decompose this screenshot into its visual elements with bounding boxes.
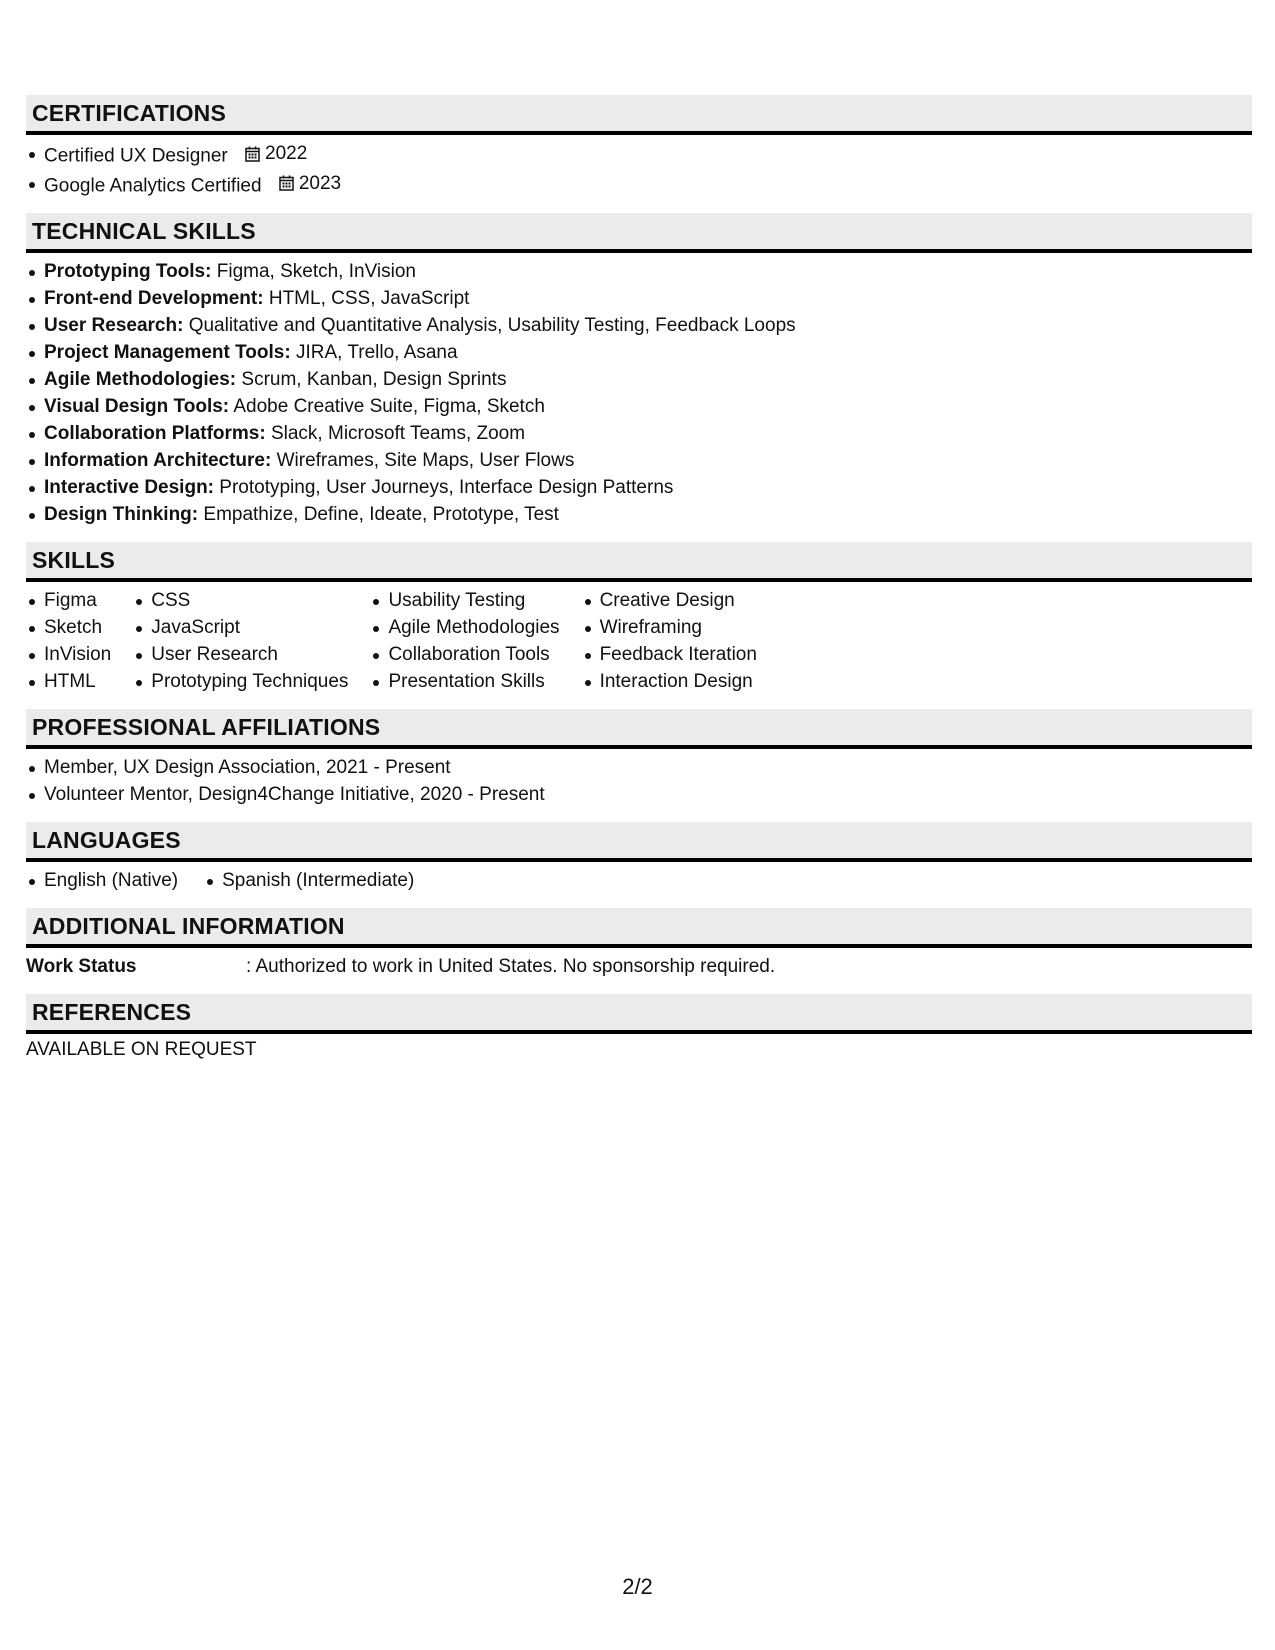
skill-values: Figma, Sketch, InVision — [216, 261, 416, 282]
section-title: TECHNICAL SKILLS — [26, 213, 1252, 253]
skill-values: Prototyping, User Journeys, Interface Design Patterns — [219, 477, 674, 498]
list-item: InVision — [26, 641, 111, 668]
skill-category: Prototyping Tools: — [44, 261, 212, 282]
list-item: CSS — [133, 587, 348, 614]
list-item — [26, 140, 1252, 170]
list-item: Prototyping Techniques — [133, 668, 348, 695]
skill-category: Design Thinking: — [44, 504, 199, 525]
section-title: CERTIFICATIONS — [26, 95, 1252, 135]
list-item: Spanish (Intermediate) — [204, 867, 414, 894]
skill-values: Wireframes, Site Maps, User Flows — [276, 450, 575, 471]
certifications-section — [26, 95, 1252, 199]
resume-page — [26, 95, 1252, 1077]
list-item: Creative Design — [582, 587, 757, 614]
technical-skills-list — [26, 258, 1252, 528]
skill-category: Front-end Development: — [44, 288, 264, 309]
skill-values: Empathize, Define, Ideate, Prototype, Test — [203, 504, 559, 525]
section-title: REFERENCES — [26, 994, 1252, 1034]
skill-values: Adobe Creative Suite, Figma, Sketch — [233, 396, 545, 417]
technical-skills-section — [26, 213, 1252, 528]
list-item: English (Native) — [26, 867, 178, 894]
section-title: LANGUAGES — [26, 822, 1252, 862]
affiliations-list — [26, 754, 1252, 808]
list-item: Presentation Skills — [370, 668, 559, 695]
list-item — [26, 312, 1252, 339]
certifications-list — [26, 140, 1252, 199]
list-item: Interaction Design — [582, 668, 757, 695]
skill-category: Project Management Tools: — [44, 342, 291, 363]
skill-values: Scrum, Kanban, Design Sprints — [241, 369, 507, 390]
skill-values: HTML, CSS, JavaScript — [268, 288, 470, 309]
list-item — [26, 170, 1252, 200]
skills-section — [26, 542, 1252, 695]
list-item: Usability Testing — [370, 587, 559, 614]
section-title: ADDITIONAL INFORMATION — [26, 908, 1252, 948]
list-item: User Research — [133, 641, 348, 668]
work-status-row — [26, 948, 1252, 980]
certification-year: 2022 — [265, 143, 308, 164]
list-item — [26, 258, 1252, 285]
skill-category: User Research: — [44, 315, 184, 336]
section-title: SKILLS — [26, 542, 1252, 582]
calendar-icon — [279, 175, 294, 191]
skill-values: JIRA, Trello, Asana — [295, 342, 458, 363]
section-title: PROFESSIONAL AFFILIATIONS — [26, 709, 1252, 749]
list-item: Feedback Iteration — [582, 641, 757, 668]
list-item — [26, 285, 1252, 312]
list-item: Wireframing — [582, 614, 757, 641]
skill-category: Agile Methodologies: — [44, 369, 237, 390]
list-item — [26, 474, 1252, 501]
list-item — [26, 447, 1252, 474]
skills-column — [133, 587, 348, 695]
list-item: Member, UX Design Association, 2021 - Present — [26, 754, 1252, 781]
skills-column — [582, 587, 757, 695]
skills-column — [26, 587, 111, 695]
skill-category: Visual Design Tools: — [44, 396, 230, 417]
references-text: AVAILABLE ON REQUEST — [26, 1039, 257, 1060]
certification-year: 2023 — [298, 172, 342, 194]
skill-values: Slack, Microsoft Teams, Zoom — [270, 423, 526, 444]
list-item: Figma — [26, 587, 111, 614]
additional-information-section — [26, 908, 1252, 980]
list-item — [26, 366, 1252, 393]
certification-name: Google Analytics Certified — [44, 175, 262, 196]
list-item: Sketch — [26, 614, 111, 641]
list-item: HTML — [26, 668, 111, 695]
list-item — [26, 339, 1252, 366]
work-status-label: Work Status — [26, 956, 137, 977]
languages-list — [26, 867, 1252, 894]
calendar-icon — [245, 146, 260, 162]
references-section — [26, 994, 1252, 1063]
skill-category: Information Architecture: — [44, 450, 272, 471]
work-status-value: : Authorized to work in United States. No sponsorship required. — [246, 956, 776, 977]
skills-grid — [26, 582, 1252, 695]
languages-section — [26, 822, 1252, 894]
list-item — [26, 420, 1252, 447]
skill-category: Collaboration Platforms: — [44, 423, 266, 444]
certification-name: Certified UX Designer — [44, 145, 228, 167]
skill-category: Interactive Design: — [44, 477, 214, 498]
list-item — [26, 393, 1252, 420]
list-item: JavaScript — [133, 614, 348, 641]
list-item: Collaboration Tools — [370, 641, 559, 668]
skills-column — [370, 587, 559, 695]
list-item: Volunteer Mentor, Design4Change Initiative, 2020 - Present — [26, 781, 1252, 808]
skill-values: Qualitative and Quantitative Analysis, Usability Testing, Feedback Loops — [188, 315, 796, 336]
affiliations-section — [26, 709, 1252, 808]
list-item: Agile Methodologies — [370, 614, 559, 641]
page-number: 2/2 — [622, 1574, 653, 1599]
list-item — [26, 501, 1252, 528]
